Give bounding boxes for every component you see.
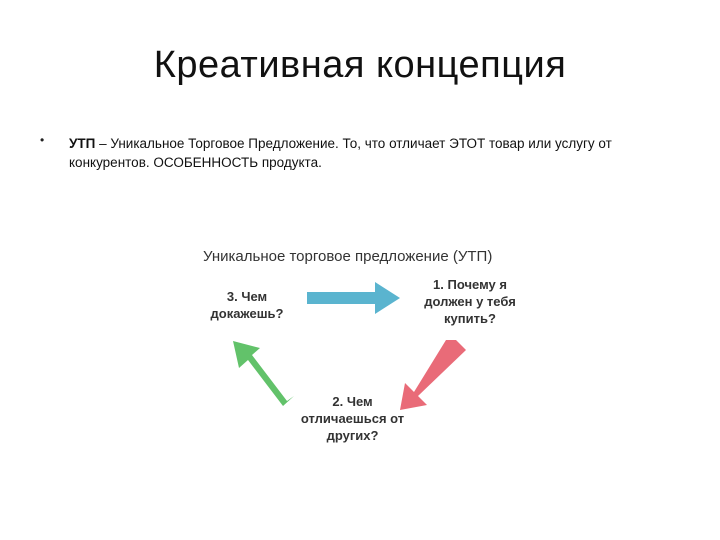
node-1-line: должен у тебя — [424, 294, 516, 309]
node-2-line: других? — [326, 428, 379, 443]
bullet-marker: • — [40, 133, 45, 147]
node-3-label — [192, 288, 302, 322]
diagram-title: Уникальное торговое предложение (УТП) — [203, 248, 493, 265]
node-2-line: 2. Чем — [332, 394, 373, 409]
arrow-green — [233, 341, 294, 406]
node-1-line: 1. Почему я — [433, 277, 507, 292]
node-2-label — [290, 393, 415, 444]
node-2-line: отличаешься от — [300, 411, 405, 426]
node-1-label — [405, 276, 535, 327]
arrow-blue — [307, 282, 400, 314]
node-3-line: 3. Чем — [226, 289, 268, 304]
bullet-bold-term: УТП — [69, 136, 96, 151]
slide-title: Креативная концепция — [153, 44, 567, 86]
node-3-line: докажешь? — [210, 306, 284, 321]
node-1-line: купить? — [444, 311, 496, 326]
bullet-description: – Уникальное Торговое Предложение. То, что отличает ЭТОТ товар или услугу от конкурентов. ОСОБЕННОСТЬ продукта. — [69, 136, 612, 170]
